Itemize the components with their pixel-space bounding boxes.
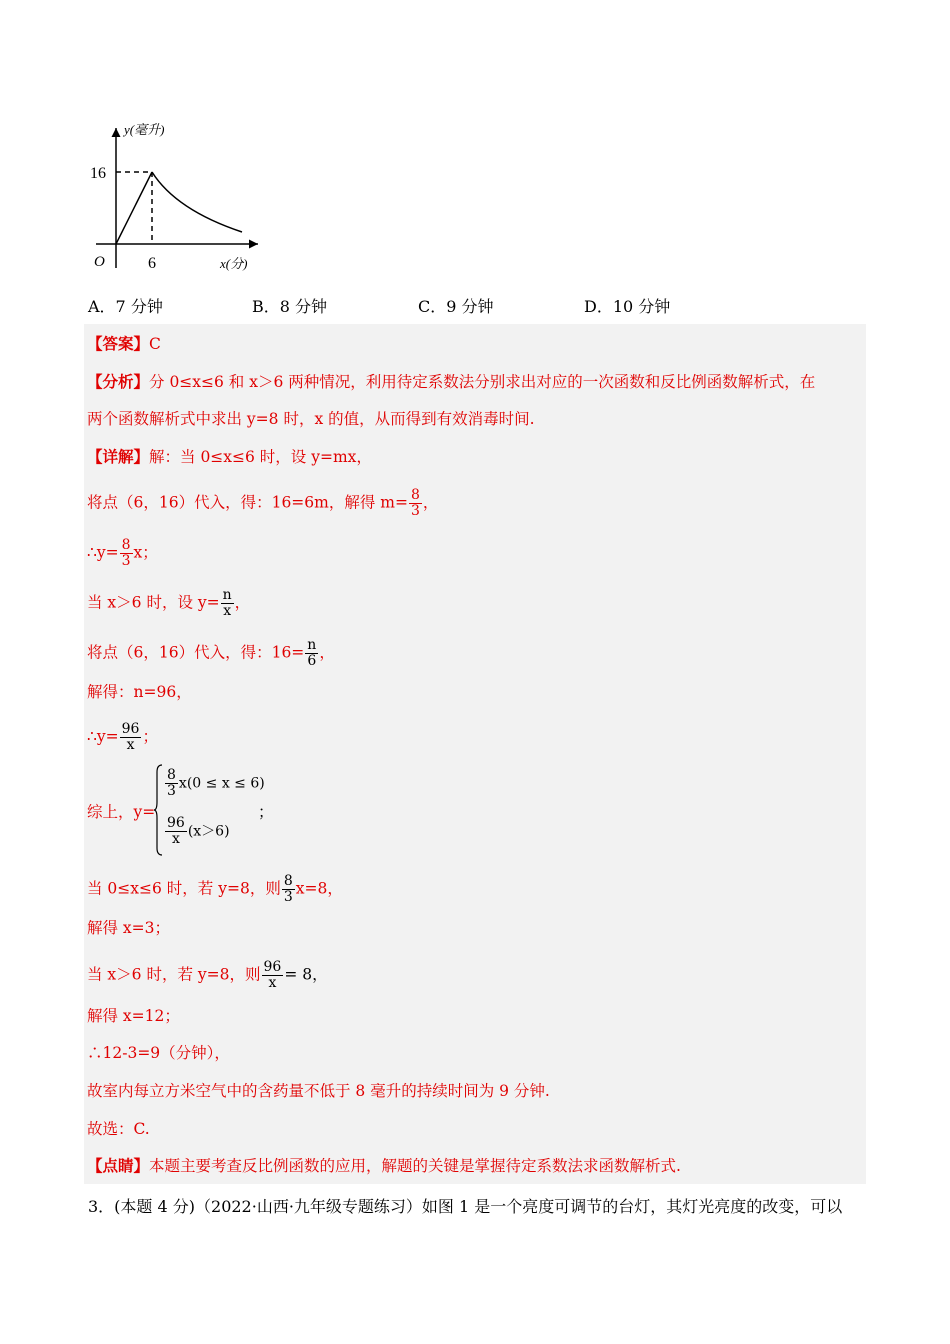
option-a: A．7 分钟 xyxy=(88,297,163,316)
option-d: D．10 分钟 xyxy=(584,297,671,316)
fraction: $\frac{96}{x}$ xyxy=(121,721,140,753)
detail-line-6: 解得：n=96， xyxy=(87,683,192,701)
analysis-line-1 xyxy=(87,372,815,392)
comment-line xyxy=(87,1156,681,1176)
analysis-line-2: 两个函数解析式中求出 y=8 时，x 的值，从而得到有效消毒时间. xyxy=(87,410,535,428)
answer-tag: 【答案】 xyxy=(87,334,150,353)
piecewise-end: ； xyxy=(258,803,274,821)
curly-brace xyxy=(154,764,164,856)
fraction: $\frac{n}{6}$ xyxy=(307,637,317,669)
detail-line-10: 解得 x=3； xyxy=(87,919,171,937)
detail-line-15: 故选：C. xyxy=(87,1120,150,1138)
fraction: $\frac{n}{x}$ xyxy=(222,587,232,619)
answer-line xyxy=(87,334,161,354)
answer-value: C xyxy=(149,335,161,353)
function-graph xyxy=(86,118,266,278)
solution-box xyxy=(84,324,866,1184)
fraction: $\frac{8}{3}$ xyxy=(121,537,131,569)
detail-line-1 xyxy=(87,447,372,467)
analysis-tag: 【分析】 xyxy=(87,372,150,391)
x-axis-label: x(分) xyxy=(220,256,248,271)
fraction: $\frac{8}{3}$ xyxy=(410,487,420,519)
fraction: $\frac{96}{x}$ xyxy=(263,959,282,991)
detail-tag: 【详解】 xyxy=(87,447,150,466)
detail-line-2: 将点（6，16）代入，得：16=6m，解得 m= $\frac{8}{3}$ ， xyxy=(87,487,439,519)
piecewise-case-2: $\frac{96}{x}$ (x＞6) xyxy=(167,815,230,847)
y-axis-label: y(毫升) xyxy=(124,122,165,137)
analysis-text-1: 分 0≤x≤6 和 x＞6 两种情况，利用待定系数法分别求出对应的一次函数和反比例函数解析式，在 xyxy=(149,373,816,391)
detail-line-7: ∴y= $\frac{96}{x}$ ； xyxy=(87,721,158,753)
fraction: $\frac{8}{3}$ xyxy=(283,873,293,905)
detail-line-8-prefix: 综上，y= xyxy=(87,803,156,821)
option-b: B．8 分钟 xyxy=(252,297,328,316)
detail-line-9: 当 0≤x≤6 时，若 y=8，则 $\frac{8}{3}$ x=8， xyxy=(87,873,343,905)
x-tick-label: 6 xyxy=(148,255,156,272)
detail-line-11: 当 x＞6 时，若 y=8，则 $\frac{96}{x}$ = 8， xyxy=(87,959,328,991)
detail-line-5: 将点（6，16）代入，得：16= $\frac{n}{6}$ ， xyxy=(87,637,335,669)
comment-tag: 【点睛】 xyxy=(87,1156,150,1175)
option-c: C．9 分钟 xyxy=(418,297,494,316)
detail-line-4: 当 x＞6 时，设 y= $\frac{n}{x}$ ， xyxy=(87,587,251,619)
origin-label: O xyxy=(94,254,105,270)
comment-text: 本题主要考查反比例函数的应用，解题的关键是掌握待定系数法求函数解析式. xyxy=(149,1157,681,1175)
linear-segment xyxy=(116,172,152,244)
detail-line-13: ∴12-3=9（分钟）， xyxy=(87,1044,230,1062)
detail-line-3: ∴y= $\frac{8}{3}$ x； xyxy=(87,537,158,569)
detail-text-1: 解：当 0≤x≤6 时，设 y=mx， xyxy=(149,448,372,466)
hyperbola-curve xyxy=(152,172,242,232)
detail-line-12: 解得 x=12； xyxy=(87,1007,180,1025)
detail-line-14: 故室内每立方米空气中的含药量不低于 8 毫升的持续时间为 9 分钟. xyxy=(87,1082,550,1100)
answer-options xyxy=(88,294,868,320)
next-question: 3．(本题 4 分)（2022·山西·九年级专题练习）如图 1 是一个亮度可调节的台灯，其灯光亮度的改变，可以 xyxy=(88,1197,843,1216)
y-tick-label: 16 xyxy=(90,165,106,182)
piecewise-case-1: $\frac{8}{3}$ x(0 ≤ x ≤ 6) xyxy=(167,767,265,799)
